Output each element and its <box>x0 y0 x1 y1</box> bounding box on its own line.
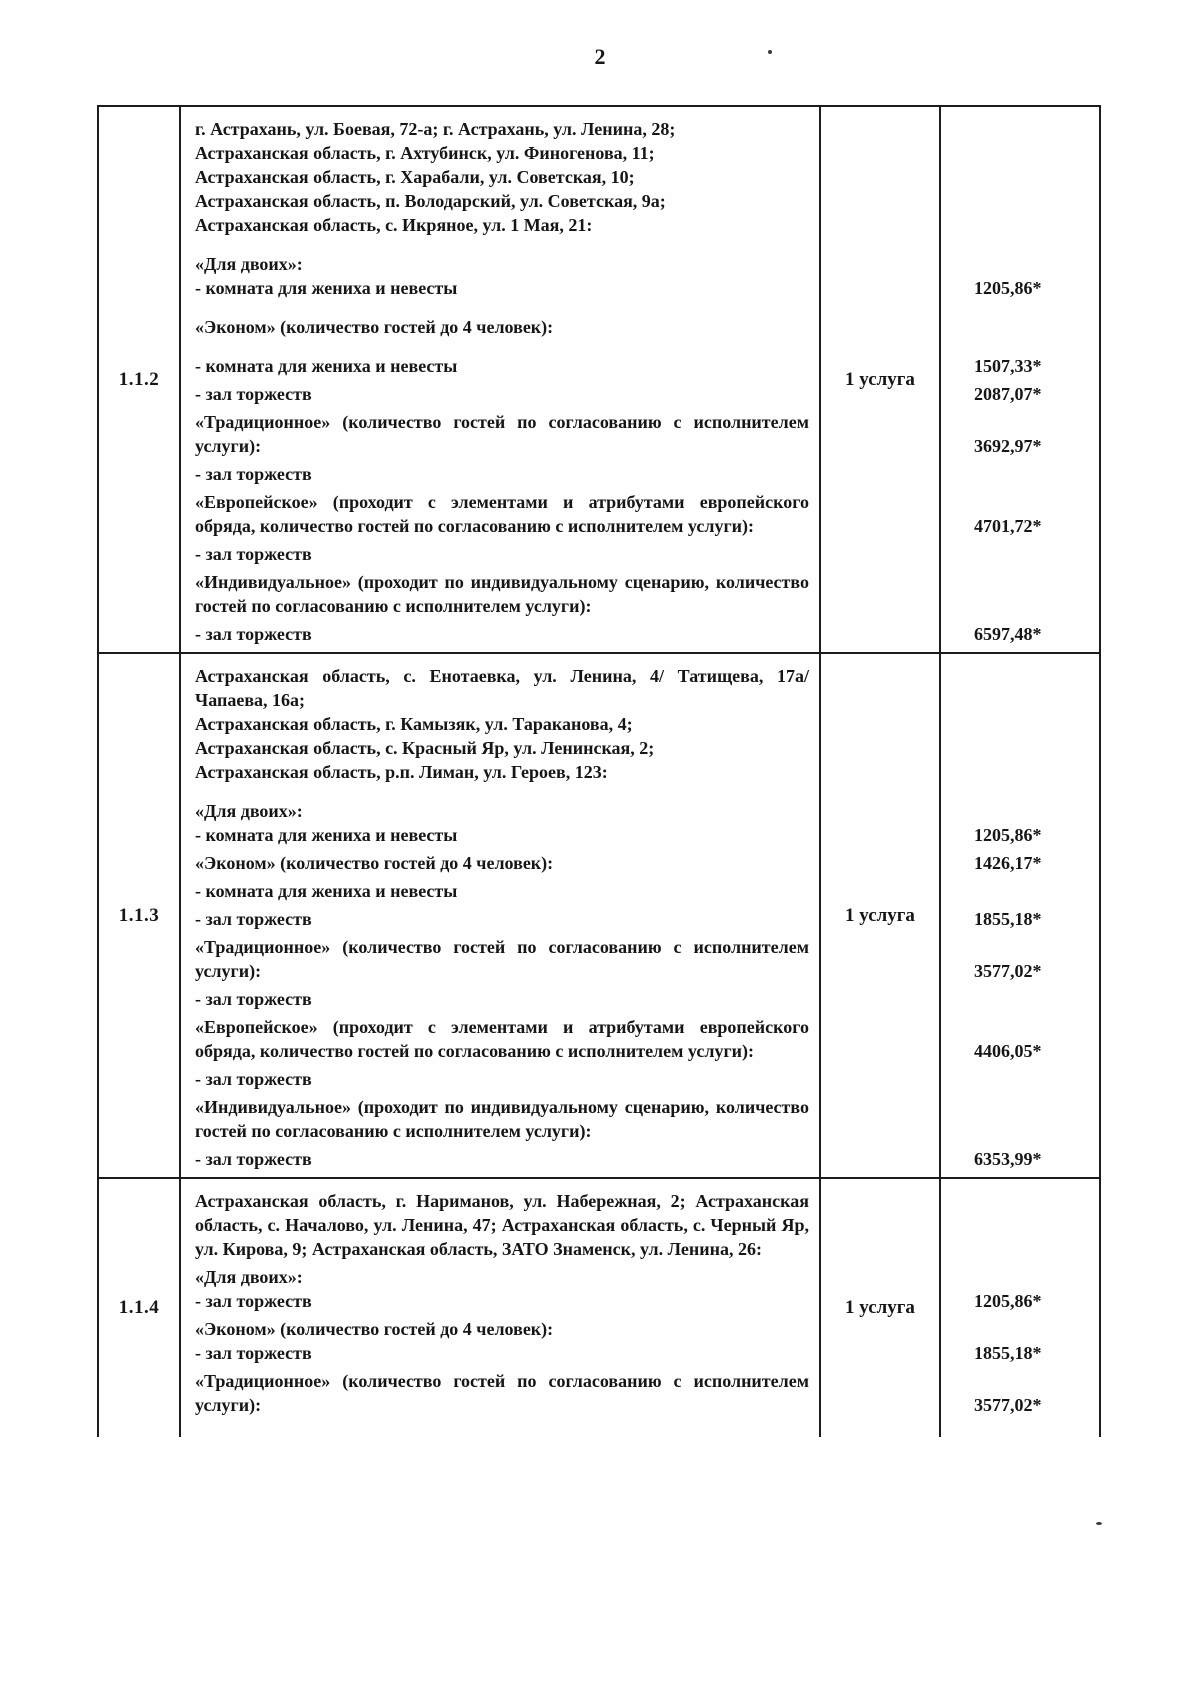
description-paragraph: Астраханская область, г. Харабали, ул. Советская, 10; <box>195 167 635 187</box>
description-paragraph: - комната для жениха и невесты <box>195 356 458 376</box>
description-item <box>181 1369 1099 1417</box>
description-item <box>181 1095 1099 1143</box>
scan-speck <box>1096 1522 1102 1525</box>
item-text <box>181 354 819 378</box>
description-paragraph: - зал торжеств <box>195 384 312 404</box>
description-paragraph: Астраханская область, п. Володарский, ул. Советская, 9а; <box>195 191 666 211</box>
description-item <box>181 1317 1099 1365</box>
description-item <box>181 799 1099 847</box>
description-paragraph: - зал торжеств <box>195 989 312 1009</box>
description-paragraph: «Европейское» (проходит с элементами и атрибутами европейского обряда, количество гостей по согласованию с исполнителем услуги): <box>195 492 809 536</box>
description-paragraph: Астраханская область, г. Ахтубинск, ул. Финогенова, 11; <box>195 143 655 163</box>
description-paragraph: «Индивидуальное» (проходит по индивидуальному сценарию, количество гостей по согласованию с исполнителем услуги): <box>195 572 809 616</box>
row-description-cell <box>181 1179 1099 1437</box>
description-paragraph: - зал торжеств <box>195 1069 312 1089</box>
description-item <box>181 622 1099 646</box>
item-text <box>181 1369 819 1417</box>
description-item <box>181 490 1099 538</box>
item-text <box>181 1147 819 1171</box>
description-paragraph: Астраханская область, с. Енотаевка, ул. Ленина, 4/ Татищева, 17а/ Чапаева, 16а; <box>195 666 809 710</box>
description-item <box>181 462 1099 486</box>
item-text <box>181 1067 819 1091</box>
row-description-cell <box>181 107 1099 652</box>
price-value: 6353,99* <box>974 1149 1042 1169</box>
price-value: 1205,86* <box>974 1291 1042 1311</box>
item-text <box>181 935 819 983</box>
item-text <box>181 1317 819 1365</box>
description-paragraph: «Для двоих»: <box>195 801 303 821</box>
description-item <box>181 117 1099 237</box>
description-paragraph: - комната для жениха и невесты <box>195 278 458 298</box>
description-item <box>181 570 1099 618</box>
price-value: 1426,17* <box>974 853 1042 873</box>
description-paragraph: - зал торжеств <box>195 1343 312 1363</box>
price-value: 3577,02* <box>974 1395 1042 1415</box>
service-count: 1 услуга <box>845 368 915 390</box>
service-count: 1 услуга <box>845 1297 915 1318</box>
description-item <box>181 542 1099 566</box>
price-value: 4701,72* <box>974 516 1042 536</box>
page-number: 2 <box>594 44 606 69</box>
description-item <box>181 987 1099 1011</box>
table-row <box>99 1179 1099 1437</box>
description-paragraph: «Традиционное» (количество гостей по согласованию с исполнителем услуги): <box>195 937 809 981</box>
description-paragraph: «Для двоих»: <box>195 1267 303 1287</box>
description-paragraph: - зал торжеств <box>195 1149 312 1169</box>
price-value: 3692,97* <box>974 436 1042 456</box>
service-count: 1 услуга <box>845 904 915 926</box>
description-item <box>181 1147 1099 1171</box>
description-paragraph: г. Астрахань, ул. Боевая, 72-а; г. Астрахань, ул. Ленина, 28; <box>195 119 676 139</box>
description-item <box>181 1189 1099 1261</box>
description-item <box>181 252 1099 300</box>
description-paragraph: - зал торжеств <box>195 624 312 644</box>
description-item <box>181 664 1099 784</box>
description-item <box>181 354 1099 378</box>
scan-speck <box>768 50 772 54</box>
row-number: 1.1.3 <box>99 654 181 1177</box>
price-value: 1855,18* <box>974 909 1042 929</box>
item-text <box>181 622 819 646</box>
description-item <box>181 1067 1099 1091</box>
item-text <box>181 1015 819 1063</box>
description-paragraph: - зал торжеств <box>195 909 312 929</box>
description-paragraph: «Традиционное» (количество гостей по согласованию с исполнителем услуги): <box>195 412 809 456</box>
item-text <box>181 542 819 566</box>
item-text <box>181 987 819 1011</box>
price-value: 1205,86* <box>974 278 1042 298</box>
item-text <box>181 410 819 458</box>
item-text <box>181 570 819 618</box>
description-item <box>181 935 1099 983</box>
description-paragraph: Астраханская область, с. Красный Яр, ул. Ленинская, 2; <box>195 738 655 758</box>
description-paragraph: Астраханская область, с. Икряное, ул. 1 Мая, 21: <box>195 215 593 235</box>
description-paragraph: «Традиционное» (количество гостей по согласованию с исполнителем услуги): <box>195 1371 809 1415</box>
item-text <box>181 252 819 300</box>
description-paragraph: - зал торжеств <box>195 464 312 484</box>
description-item <box>181 851 1099 875</box>
description-item <box>181 382 1099 406</box>
price-value: 6597,48* <box>974 624 1042 644</box>
item-text <box>181 799 819 847</box>
description-paragraph: - комната для жениха и невесты <box>195 825 458 845</box>
price-value: 3577,02* <box>974 961 1042 981</box>
row-number: 1.1.2 <box>99 107 181 652</box>
price-value: 4406,05* <box>974 1041 1042 1061</box>
item-text <box>181 879 819 903</box>
description-paragraph: «Эконом» (количество гостей до 4 человек): <box>195 1319 554 1339</box>
item-text <box>181 1095 819 1143</box>
description-item <box>181 410 1099 458</box>
description-paragraph: «Эконом» (количество гостей до 4 человек): <box>195 853 554 873</box>
description-paragraph: - комната для жениха и невесты <box>195 881 458 901</box>
description-paragraph: «Европейское» (проходит с элементами и атрибутами европейского обряда, количество гостей по согласованию с исполнителем услуги): <box>195 1017 809 1061</box>
description-item <box>181 904 1099 931</box>
description-paragraph: Астраханская область, г. Камызяк, ул. Тараканова, 4; <box>195 714 633 734</box>
price-value: 2087,07* <box>974 384 1042 404</box>
description-paragraph: Астраханская область, р.п. Лиман, ул. Героев, 123: <box>195 762 608 782</box>
table-row <box>99 107 1099 654</box>
row-description-cell <box>181 654 1099 1177</box>
description-item <box>181 1015 1099 1063</box>
item-text <box>181 382 819 406</box>
item-text <box>181 851 819 875</box>
description-item <box>181 315 1099 339</box>
description-item <box>181 1265 1099 1313</box>
item-text <box>181 117 819 237</box>
description-paragraph: «Для двоих»: <box>195 254 303 274</box>
description-paragraph: - зал торжеств <box>195 544 312 564</box>
price-value: 1205,86* <box>974 825 1042 845</box>
item-text <box>181 1265 819 1313</box>
description-item <box>181 879 1099 903</box>
item-text <box>181 315 819 339</box>
price-value: 1507,33* <box>974 356 1042 376</box>
table-row <box>99 654 1099 1179</box>
description-paragraph: «Эконом» (количество гостей до 4 человек): <box>195 317 554 337</box>
row-number: 1.1.4 <box>99 1179 181 1437</box>
price-value: 1855,18* <box>974 1343 1042 1363</box>
pricing-table <box>97 105 1101 1437</box>
item-text <box>181 1189 819 1261</box>
description-paragraph: - зал торжеств <box>195 1291 312 1311</box>
item-text <box>181 664 819 784</box>
description-paragraph: Астраханская область, г. Нариманов, ул. Набережная, 2; Астраханская область, с. Началово, ул. Ленина, 47; Астраханская область, с. Черный Яр, ул. Кирова, 9; Астраханская область, ЗАТО Знаменск, ул. Ленина, 26: <box>195 1191 809 1259</box>
item-text <box>181 907 819 931</box>
item-text <box>181 490 819 538</box>
item-text <box>181 462 819 486</box>
description-paragraph: «Индивидуальное» (проходит по индивидуальному сценарию, количество гостей по согласованию с исполнителем услуги): <box>195 1097 809 1141</box>
